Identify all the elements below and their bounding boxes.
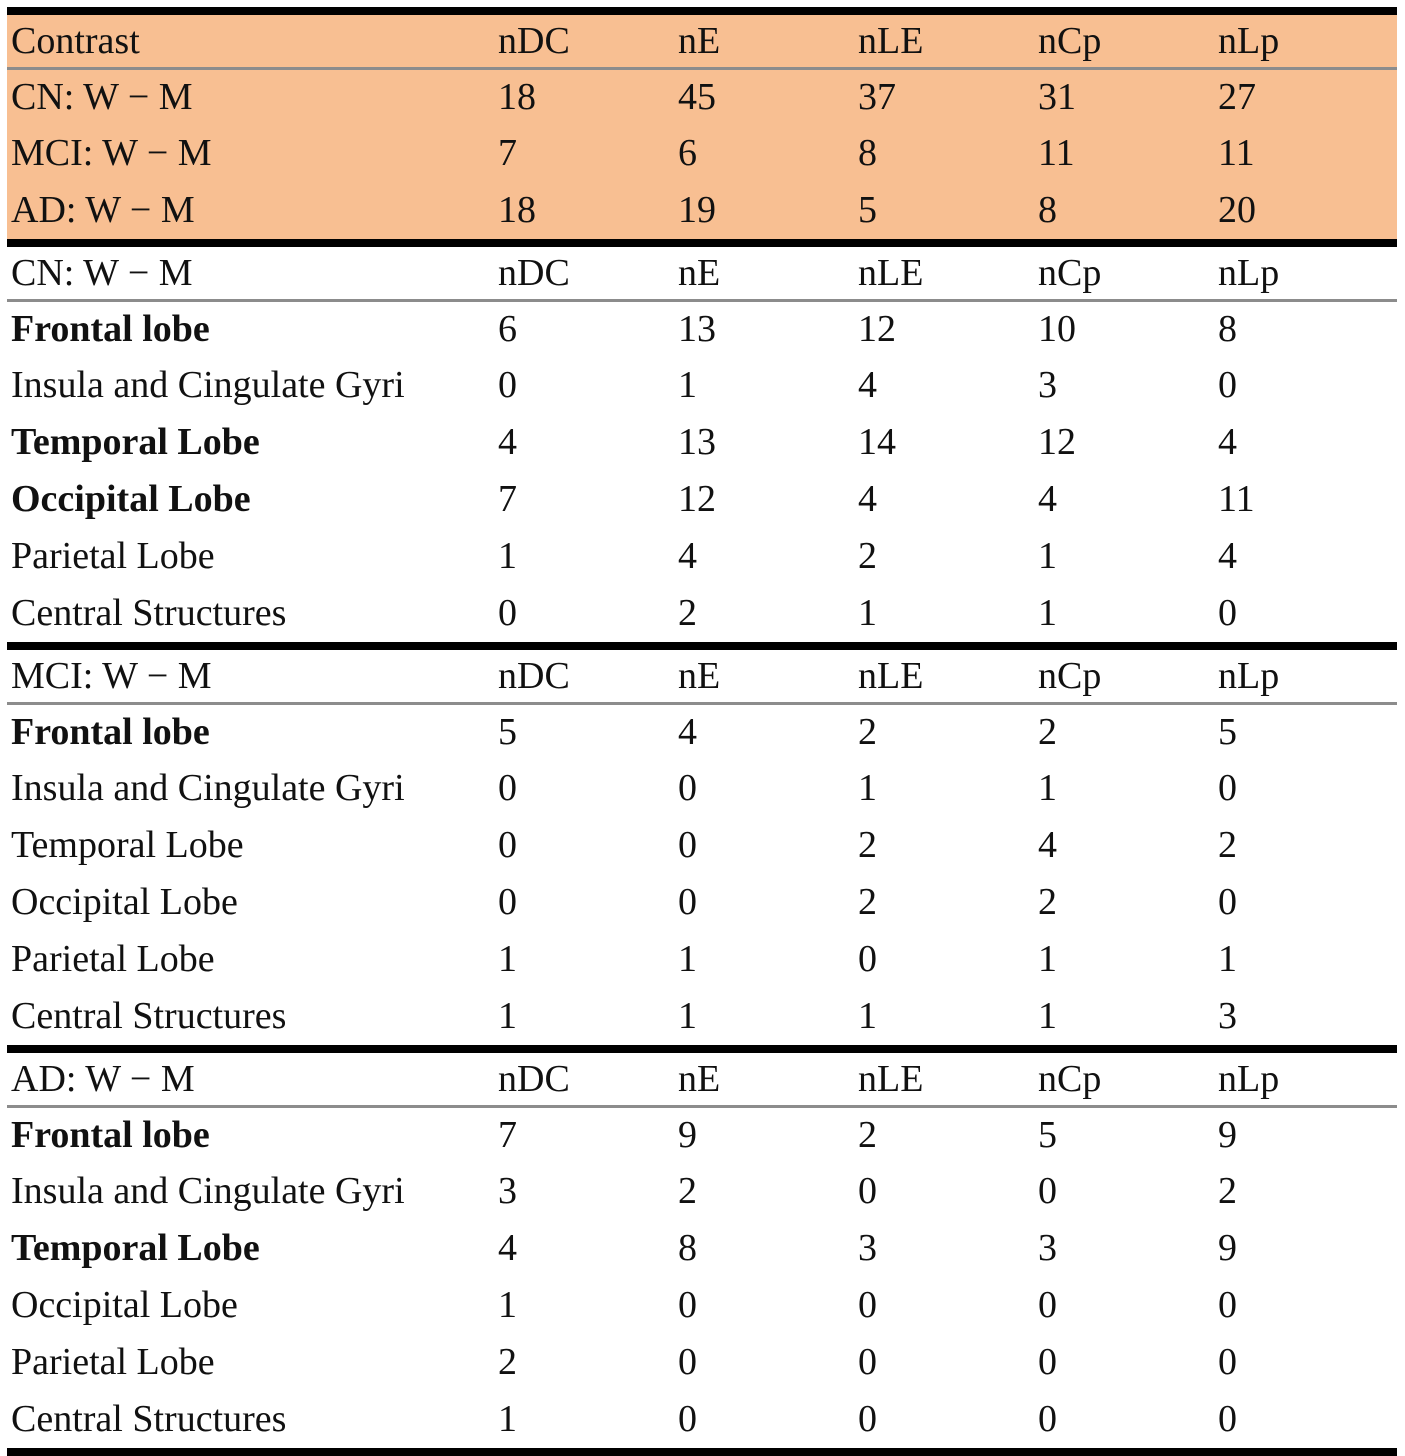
cell-ncp: 10: [1038, 308, 1076, 350]
cell-nlp: 0: [1218, 767, 1237, 809]
table-row: [7, 988, 1397, 1045]
table-row: [7, 1391, 1397, 1448]
cell-nlp: 3: [1218, 995, 1237, 1037]
cell-nle: 1: [858, 767, 877, 809]
row-label: Frontal lobe: [11, 308, 210, 350]
section-header-row: [7, 650, 1397, 702]
cell-ne: 19: [678, 189, 716, 231]
cell-nle: 14: [858, 421, 896, 463]
cell-ndc: 2: [498, 1341, 517, 1383]
cell-nle: 4: [858, 364, 877, 406]
table-row: [7, 931, 1397, 988]
header-cell-nlp: nLp: [1218, 1058, 1280, 1100]
section-ad-w-m: [7, 1053, 1397, 1456]
cell-ne: 12: [678, 478, 716, 520]
cell-ncp: 0: [1038, 1170, 1057, 1212]
cell-ncp: 4: [1038, 478, 1057, 520]
table-row: [7, 1334, 1397, 1391]
header-cell-nle: nLE: [858, 20, 924, 62]
cell-ne: 0: [678, 767, 697, 809]
results-table: [7, 7, 1397, 1456]
cell-nle: 2: [858, 1114, 877, 1156]
cell-nlp: 0: [1218, 592, 1237, 634]
cell-nlp: 5: [1218, 711, 1237, 753]
cell-ne: 0: [678, 1398, 697, 1440]
table-row: [7, 528, 1397, 585]
row-label: Parietal Lobe: [11, 1341, 215, 1383]
cell-ncp: 2: [1038, 881, 1057, 923]
header-cell-ne: nE: [678, 20, 721, 62]
cell-ndc: 3: [498, 1170, 517, 1212]
cell-ndc: 1: [498, 938, 517, 980]
header-cell-nlp: nLp: [1218, 655, 1280, 697]
cell-ne: 2: [678, 1170, 697, 1212]
cell-nlp: 8: [1218, 308, 1237, 350]
cell-ndc: 18: [498, 76, 536, 118]
cell-ndc: 0: [498, 364, 517, 406]
header-cell-ndc: nDC: [498, 20, 570, 62]
section-title: CN: W − M: [11, 252, 193, 294]
header-cell-ndc: nDC: [498, 655, 570, 697]
row-label: Frontal lobe: [11, 1114, 210, 1156]
cell-ncp: 11: [1038, 132, 1075, 174]
table-row: [7, 414, 1397, 471]
cell-ndc: 0: [498, 824, 517, 866]
cell-ne: 13: [678, 308, 716, 350]
row-label: Temporal Lobe: [11, 824, 244, 866]
cell-ne: 8: [678, 1227, 697, 1269]
table-row: [7, 817, 1397, 874]
row-label: Central Structures: [11, 1398, 287, 1440]
cell-nle: 8: [858, 132, 877, 174]
cell-ncp: 1: [1038, 592, 1057, 634]
cell-ndc: 1: [498, 1284, 517, 1326]
table-row: [7, 70, 1397, 125]
section-header-row: [7, 1053, 1397, 1105]
cell-nlp: 2: [1218, 824, 1237, 866]
cell-nlp: 0: [1218, 1398, 1237, 1440]
row-label: Central Structures: [11, 995, 287, 1037]
row-label: Occipital Lobe: [11, 1284, 238, 1326]
cell-ndc: 1: [498, 995, 517, 1037]
cell-ne: 2: [678, 592, 697, 634]
cell-nlp: 9: [1218, 1114, 1237, 1156]
cell-nlp: 11: [1218, 478, 1255, 520]
cell-nle: 0: [858, 1284, 877, 1326]
cell-nle: 3: [858, 1227, 877, 1269]
table-row: [7, 705, 1397, 760]
header-cell-nle: nLE: [858, 1058, 924, 1100]
cell-ncp: 5: [1038, 1114, 1057, 1156]
row-label: Central Structures: [11, 592, 287, 634]
cell-nlp: 27: [1218, 76, 1256, 118]
cell-ncp: 1: [1038, 535, 1057, 577]
cell-nlp: 0: [1218, 881, 1237, 923]
table-row: [7, 1108, 1397, 1163]
table-row: [7, 585, 1397, 642]
header-cell-ncp: nCp: [1038, 1058, 1102, 1100]
header-cell-ne: nE: [678, 1058, 721, 1100]
section-cn-w-m: [7, 247, 1397, 650]
table-row: [7, 1277, 1397, 1334]
header-cell-ndc: nDC: [498, 252, 570, 294]
cell-ne: 1: [678, 364, 697, 406]
cell-nle: 0: [858, 1341, 877, 1383]
cell-ndc: 1: [498, 535, 517, 577]
header-cell-contrast: Contrast: [11, 20, 140, 62]
cell-ne: 0: [678, 824, 697, 866]
cell-ne: 13: [678, 421, 716, 463]
row-label: Temporal Lobe: [11, 421, 260, 463]
row-label: Frontal lobe: [11, 711, 210, 753]
cell-nle: 1: [858, 592, 877, 634]
cell-ne: 9: [678, 1114, 697, 1156]
cell-ne: 0: [678, 881, 697, 923]
cell-nle: 2: [858, 824, 877, 866]
header-cell-ncp: nCp: [1038, 252, 1102, 294]
cell-nlp: 11: [1218, 132, 1255, 174]
section-mci-w-m: [7, 650, 1397, 1053]
table-row: [7, 357, 1397, 414]
row-label: Parietal Lobe: [11, 938, 215, 980]
cell-ncp: 4: [1038, 824, 1057, 866]
cell-ndc: 0: [498, 881, 517, 923]
cell-ncp: 3: [1038, 1227, 1057, 1269]
cell-ndc: 0: [498, 592, 517, 634]
section-header-row: [7, 247, 1397, 299]
cell-ndc: 7: [498, 132, 517, 174]
table-row: [7, 1220, 1397, 1277]
row-label: AD: W − M: [11, 189, 195, 231]
cell-nlp: 0: [1218, 1341, 1237, 1383]
row-label: MCI: W − M: [11, 132, 212, 174]
table-row: [7, 874, 1397, 931]
cell-ne: 45: [678, 76, 716, 118]
row-label: Insula and Cingulate Gyri: [11, 767, 405, 809]
cell-ne: 4: [678, 535, 697, 577]
cell-ndc: 18: [498, 189, 536, 231]
cell-ncp: 12: [1038, 421, 1076, 463]
cell-ndc: 5: [498, 711, 517, 753]
table-row: [7, 471, 1397, 528]
header-cell-ne: nE: [678, 655, 721, 697]
cell-nlp: 0: [1218, 364, 1237, 406]
cell-ncp: 1: [1038, 938, 1057, 980]
section-title: AD: W − M: [11, 1058, 195, 1100]
table-row: [7, 302, 1397, 357]
top-rule: [7, 7, 1397, 15]
section-rule: [7, 1448, 1397, 1456]
cell-nlp: 0: [1218, 1284, 1237, 1326]
row-label: Occipital Lobe: [11, 478, 251, 520]
cell-nle: 4: [858, 478, 877, 520]
header-cell-ndc: nDC: [498, 1058, 570, 1100]
cell-nle: 12: [858, 308, 896, 350]
cell-nlp: 2: [1218, 1170, 1237, 1212]
cell-ne: 6: [678, 132, 697, 174]
summary-block: [7, 15, 1397, 239]
cell-nle: 0: [858, 1170, 877, 1212]
cell-nle: 5: [858, 189, 877, 231]
cell-nlp: 4: [1218, 421, 1237, 463]
cell-ncp: 3: [1038, 364, 1057, 406]
table-row: [7, 125, 1397, 182]
header-cell-nle: nLE: [858, 655, 924, 697]
cell-ncp: 0: [1038, 1284, 1057, 1326]
cell-ncp: 8: [1038, 189, 1057, 231]
cell-ne: 0: [678, 1341, 697, 1383]
header-cell-ncp: nCp: [1038, 655, 1102, 697]
cell-nle: 37: [858, 76, 896, 118]
header-cell-ne: nE: [678, 252, 721, 294]
header-cell-nlp: nLp: [1218, 252, 1280, 294]
cell-nle: 0: [858, 938, 877, 980]
row-label: Insula and Cingulate Gyri: [11, 364, 405, 406]
cell-ncp: 1: [1038, 995, 1057, 1037]
header-cell-nlp: nLp: [1218, 20, 1280, 62]
cell-nle: 1: [858, 995, 877, 1037]
cell-nle: 2: [858, 881, 877, 923]
cell-nlp: 4: [1218, 535, 1237, 577]
cell-ndc: 7: [498, 478, 517, 520]
cell-ne: 0: [678, 1284, 697, 1326]
cell-ndc: 1: [498, 1398, 517, 1440]
table-row: [7, 1163, 1397, 1220]
cell-ne: 1: [678, 995, 697, 1037]
section-rule: [7, 642, 1397, 650]
section-title: MCI: W − M: [11, 655, 212, 697]
cell-ndc: 0: [498, 767, 517, 809]
cell-ndc: 4: [498, 1227, 517, 1269]
header-cell-ncp: nCp: [1038, 20, 1102, 62]
cell-ncp: 2: [1038, 711, 1057, 753]
cell-nle: 2: [858, 711, 877, 753]
cell-nlp: 9: [1218, 1227, 1237, 1269]
cell-ncp: 1: [1038, 767, 1057, 809]
cell-ndc: 7: [498, 1114, 517, 1156]
cell-nlp: 1: [1218, 938, 1237, 980]
cell-ndc: 4: [498, 421, 517, 463]
cell-ncp: 0: [1038, 1398, 1057, 1440]
section-rule: [7, 1045, 1397, 1053]
row-label: Parietal Lobe: [11, 535, 215, 577]
cell-ncp: 31: [1038, 76, 1076, 118]
table-row: [7, 182, 1397, 239]
cell-nle: 2: [858, 535, 877, 577]
row-label: Temporal Lobe: [11, 1227, 260, 1269]
row-label: CN: W − M: [11, 76, 193, 118]
section-rule: [7, 239, 1397, 247]
cell-ne: 1: [678, 938, 697, 980]
table-row: [7, 760, 1397, 817]
row-label: Occipital Lobe: [11, 881, 238, 923]
cell-nle: 0: [858, 1398, 877, 1440]
header-cell-nle: nLE: [858, 252, 924, 294]
summary-header-row: [7, 15, 1397, 67]
cell-ne: 4: [678, 711, 697, 753]
cell-ndc: 6: [498, 308, 517, 350]
row-label: Insula and Cingulate Gyri: [11, 1170, 405, 1212]
cell-ncp: 0: [1038, 1341, 1057, 1383]
cell-nlp: 20: [1218, 189, 1256, 231]
region-sections: [7, 247, 1397, 1456]
